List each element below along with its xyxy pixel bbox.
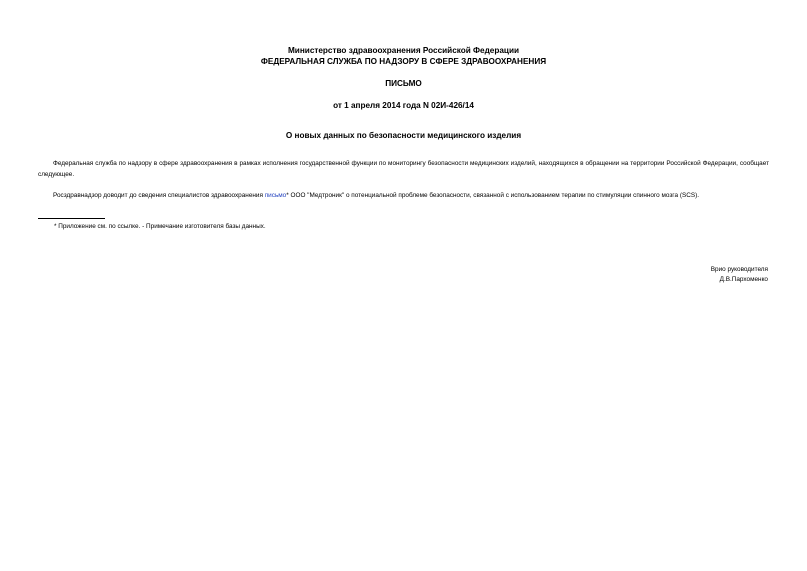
service-name: ФЕДЕРАЛЬНАЯ СЛУЖБА ПО НАДЗОРУ В СФЕРЕ ЗДРАВООХРАНЕНИЯ [260,57,547,66]
footnote-divider [38,218,105,219]
footnote-text: * Приложение см. по ссылке. - Примечание изготовителя базы данных. [54,223,266,230]
signatory-title: Врио руководителя [710,266,768,273]
document-subject: О новых данных по безопасности медицинского изделия [285,131,522,140]
paragraph-2-text-end: * ООО "Медтроник" о потенциальной проблеме безопасности, связанной с использованием терапии по стимуляции спинного мозга (SCS). [286,192,699,199]
body-paragraph-2 [38,190,769,201]
ministry-name: Министерство здравоохранения Российской Федерации [287,46,520,55]
document-type: ПИСЬМО [385,79,422,88]
body-paragraph-1: Федеральная служба по надзору в сфере здравоохранения в рамках исполнения государственной функции по мониторингу безопасности медицинских изделий, находящихся в обращении на территории Российской Федерации, сообщает следующее. [38,160,769,178]
signatory-name: Д.В.Пархоменко [719,276,768,283]
paragraph-2-text-start: Росздравнадзор доводит до сведения специалистов здравоохранения [53,192,265,199]
document-date-number: от 1 апреля 2014 года N 02И-426/14 [333,101,474,110]
letter-link[interactable]: письмо [264,192,287,199]
